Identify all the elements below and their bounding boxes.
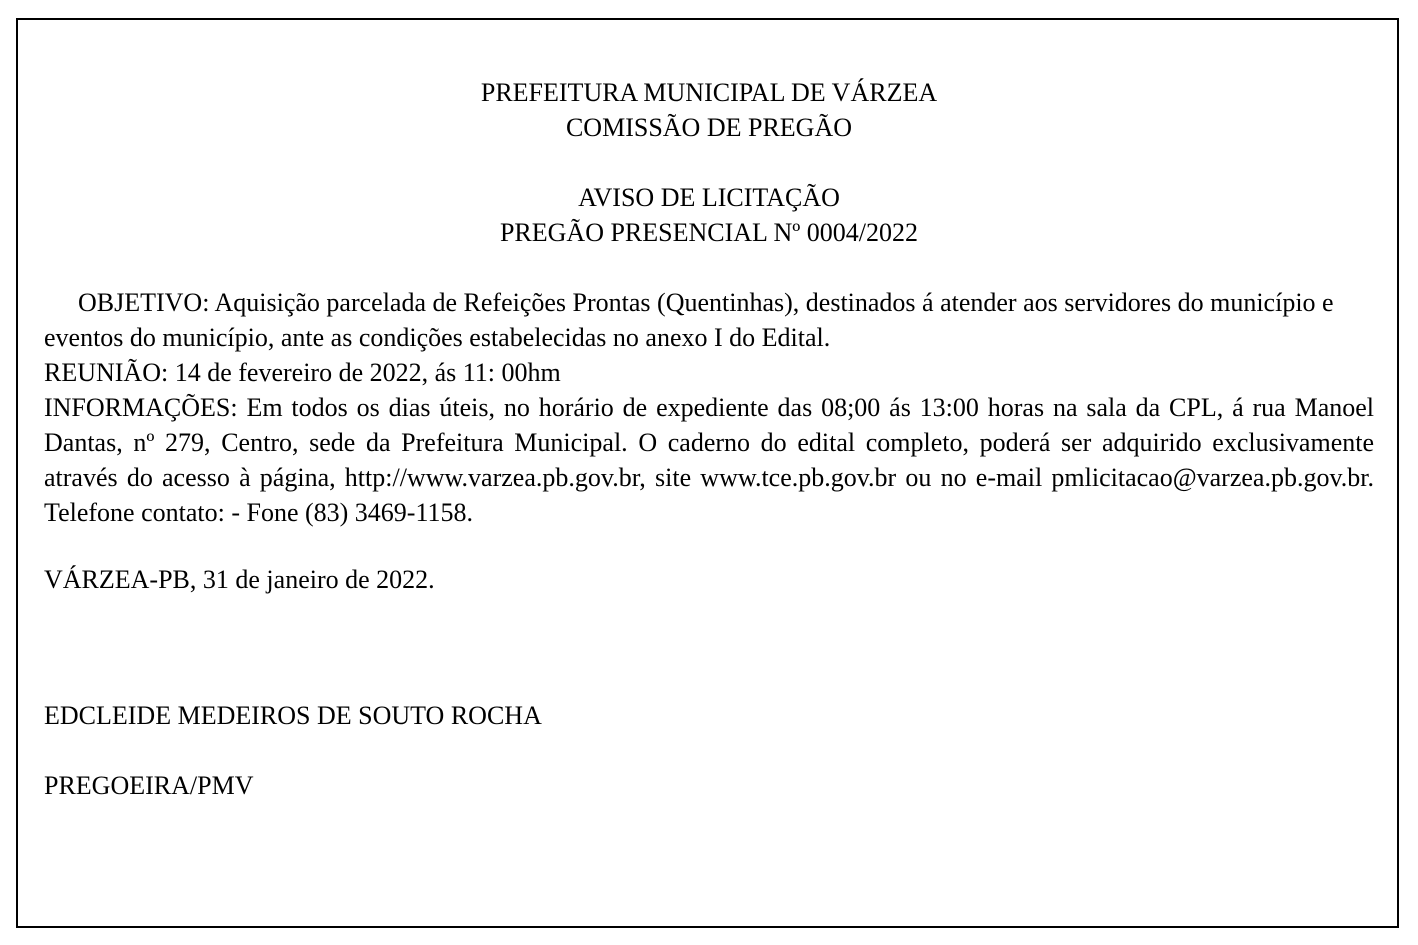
notice-title: AVISO DE LICITAÇÃO <box>578 183 840 212</box>
informacoes-paragraph: INFORMAÇÕES: Em todos os dias úteis, no horário de expediente das 08;00 ás 13:00 horas na sala da CPL, á rua Manoel Dantas, nº 279, Centro, sede da Prefeitura Municipal. O caderno do edital completo, poderá ser adquirido exclusivamente através do acesso à página, http://www.varzea.pb.gov.br, site www.tce.pb.gov.br ou no e-mail pmlicitacao@varzea.pb.gov.br. Telefone contato: - Fone (83) 3469-1158. <box>44 393 1374 527</box>
header-block <box>44 75 1374 145</box>
notice-body <box>44 285 1374 530</box>
notice-frame <box>16 18 1399 928</box>
notice-title-block <box>44 180 1374 250</box>
org-name: PREFEITURA MUNICIPAL DE VÁRZEA <box>480 78 938 107</box>
signer-name: EDCLEIDE MEDEIROS DE SOUTO ROCHA <box>44 701 542 730</box>
notice-number: PREGÃO PRESENCIAL Nº 0004/2022 <box>499 218 919 247</box>
place-date: VÁRZEA-PB, 31 de janeiro de 2022. <box>44 565 435 594</box>
commission-name: COMISSÃO DE PREGÃO <box>565 113 853 142</box>
reuniao-line: REUNIÃO: 14 de fevereiro de 2022, ás 11: 00hm <box>44 358 561 387</box>
signer-role: PREGOEIRA/PMV <box>44 771 254 800</box>
objetivo-paragraph: OBJETIVO: Aquisição parcelada de Refeições Prontas (Quentinhas), destinados á atender aos servidores do município e eventos do município, ante as condições estabelecidas no anexo I do Edital. <box>44 288 1334 352</box>
